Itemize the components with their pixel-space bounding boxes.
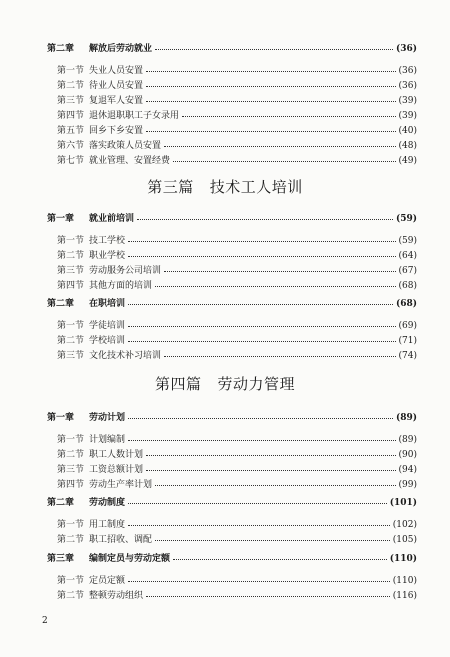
chapter-number: 第二章 — [47, 299, 75, 309]
toc-section-row — [47, 575, 417, 587]
toc-chapter-row — [47, 497, 417, 509]
page-ref: (40) — [398, 126, 417, 136]
section-number: 第一节 — [57, 435, 85, 445]
page-ref: (68) — [398, 281, 417, 291]
toc-section-row — [47, 320, 417, 332]
part-heading — [0, 373, 450, 394]
leader-dots — [146, 130, 396, 132]
section-number: 第二节 — [57, 450, 85, 460]
part-number: 第三篇 — [147, 178, 194, 196]
toc-section-row — [47, 265, 417, 277]
toc-section-row — [47, 110, 417, 122]
section-title: 复退军人安置 — [89, 96, 144, 106]
page-ref: (89) — [398, 435, 417, 445]
chapter-number: 第二章 — [47, 498, 75, 508]
part-number: 第四篇 — [154, 375, 202, 393]
page-number: 2 — [42, 616, 48, 626]
page-ref: (94) — [398, 465, 417, 475]
toc-section-row — [47, 434, 417, 446]
toc-section-row — [47, 519, 417, 531]
toc-section-row — [47, 479, 417, 491]
section-number: 第二节 — [57, 535, 85, 545]
section-title: 落实政策人员安置 — [89, 141, 162, 151]
page-ref: (59) — [398, 236, 417, 246]
chapter-title: 劳动制度 — [89, 498, 126, 508]
section-title: 其他方面的培训 — [89, 281, 153, 291]
leader-dots — [146, 595, 390, 597]
section-title: 劳动生产率计划 — [89, 480, 153, 490]
page-ref: (68) — [395, 299, 417, 309]
chapter-number: 第一章 — [47, 214, 75, 224]
leader-dots — [155, 48, 393, 50]
section-title: 定员定额 — [89, 576, 126, 586]
section-title: 职业学校 — [89, 251, 126, 261]
section-number: 第一节 — [57, 66, 85, 76]
page-ref: (64) — [398, 251, 417, 261]
section-title: 计划编制 — [89, 435, 126, 445]
toc-section-row — [47, 449, 417, 461]
toc-section-row — [47, 464, 417, 476]
section-number: 第一节 — [57, 321, 85, 331]
page-ref: (102) — [392, 520, 417, 530]
toc-chapter-row — [47, 43, 417, 55]
section-title: 就业管理、安置经费 — [89, 156, 171, 166]
leader-dots — [137, 218, 393, 220]
page-ref: (110) — [392, 576, 417, 586]
section-title: 回乡下乡安置 — [89, 126, 144, 136]
page-ref: (110) — [389, 554, 417, 564]
leader-dots — [155, 539, 390, 541]
toc-section-row — [47, 155, 417, 167]
toc-chapter-row — [47, 298, 417, 310]
leader-dots — [146, 100, 396, 102]
leader-dots — [182, 115, 396, 117]
section-number: 第四节 — [57, 111, 85, 121]
section-title: 职工人数计划 — [89, 450, 144, 460]
page-ref: (39) — [398, 111, 417, 121]
toc-section-row — [47, 235, 417, 247]
chapter-title: 在职培训 — [89, 299, 126, 309]
chapter-title: 解放后劳动就业 — [89, 44, 153, 54]
section-number: 第三节 — [57, 465, 85, 475]
section-number: 第六节 — [57, 141, 85, 151]
toc-chapter-row — [47, 213, 417, 225]
leader-dots — [155, 484, 396, 486]
page-ref: (48) — [398, 141, 417, 151]
toc-section-row — [47, 95, 417, 107]
toc-section-row — [47, 350, 417, 362]
section-title: 退休退职职工子女录用 — [89, 111, 180, 121]
part-title: 劳动力管理 — [217, 375, 296, 393]
page-ref: (105) — [392, 535, 417, 545]
page-ref: (36) — [398, 81, 417, 91]
part-heading — [0, 176, 450, 197]
leader-dots — [128, 340, 396, 342]
section-number: 第三节 — [57, 266, 85, 276]
section-number: 第四节 — [57, 480, 85, 490]
page-ref: (49) — [398, 156, 417, 166]
section-title: 职工招收、调配 — [89, 535, 153, 545]
section-title: 用工制度 — [89, 520, 126, 530]
page-ref: (39) — [398, 96, 417, 106]
page-ref: (89) — [395, 413, 417, 423]
chapter-number: 第三章 — [47, 554, 75, 564]
leader-dots — [128, 255, 396, 257]
chapter-title: 编制定员与劳动定额 — [89, 554, 171, 564]
section-number: 第三节 — [57, 96, 85, 106]
leader-dots — [164, 355, 396, 357]
page-ref: (59) — [395, 214, 417, 224]
page-ref: (101) — [389, 498, 417, 508]
page-ref: (69) — [398, 321, 417, 331]
section-title: 整顿劳动组织 — [89, 591, 144, 601]
section-number: 第二节 — [57, 591, 85, 601]
toc-section-row — [47, 280, 417, 292]
section-title: 学校培训 — [89, 336, 126, 346]
section-number: 第四节 — [57, 281, 85, 291]
section-title: 待业人员安置 — [89, 81, 144, 91]
leader-dots — [128, 524, 390, 526]
section-number: 第五节 — [57, 126, 85, 136]
section-number: 第一节 — [57, 520, 85, 530]
toc-section-row — [47, 590, 417, 602]
leader-dots — [164, 270, 396, 272]
toc-chapter-row — [47, 412, 417, 424]
leader-dots — [128, 325, 396, 327]
leader-dots — [173, 160, 396, 162]
page-ref: (90) — [398, 450, 417, 460]
section-number: 第一节 — [57, 236, 85, 246]
toc-section-row — [47, 140, 417, 152]
leader-dots — [128, 417, 393, 419]
leader-dots — [146, 85, 396, 87]
section-number: 第二节 — [57, 251, 85, 261]
toc-section-row — [47, 125, 417, 137]
leader-dots — [146, 70, 396, 72]
leader-dots — [128, 580, 390, 582]
page-ref: (74) — [398, 351, 417, 361]
leader-dots — [164, 145, 396, 147]
section-title: 工资总额计划 — [89, 465, 144, 475]
page-ref: (71) — [398, 336, 417, 346]
leader-dots — [155, 285, 396, 287]
page-ref: (99) — [398, 480, 417, 490]
chapter-title: 就业前培训 — [89, 214, 135, 224]
page-ref: (36) — [395, 44, 417, 54]
toc-chapter-row — [47, 553, 417, 565]
leader-dots — [146, 469, 396, 471]
leader-dots — [128, 502, 387, 504]
page-ref: (36) — [398, 66, 417, 76]
leader-dots — [128, 240, 396, 242]
page-ref: (67) — [398, 266, 417, 276]
page-ref: (116) — [392, 591, 417, 601]
chapter-number: 第二章 — [47, 44, 75, 54]
toc-section-row — [47, 65, 417, 77]
part-title: 技术工人培训 — [209, 178, 303, 196]
toc-section-row — [47, 80, 417, 92]
section-number: 第三节 — [57, 351, 85, 361]
section-title: 学徒培训 — [89, 321, 126, 331]
toc-section-row — [47, 534, 417, 546]
leader-dots — [128, 303, 393, 305]
toc-section-row — [47, 250, 417, 262]
section-title: 劳动服务公司培训 — [89, 266, 162, 276]
section-number: 第一节 — [57, 576, 85, 586]
section-number: 第七节 — [57, 156, 85, 166]
section-title: 技工学校 — [89, 236, 126, 246]
toc-section-row — [47, 335, 417, 347]
section-number: 第二节 — [57, 336, 85, 346]
chapter-number: 第一章 — [47, 413, 75, 423]
leader-dots — [173, 558, 387, 560]
leader-dots — [146, 454, 396, 456]
chapter-title: 劳动计划 — [89, 413, 126, 423]
leader-dots — [128, 439, 396, 441]
section-number: 第二节 — [57, 81, 85, 91]
section-title: 文化技术补习培训 — [89, 351, 162, 361]
section-title: 失业人员安置 — [89, 66, 144, 76]
